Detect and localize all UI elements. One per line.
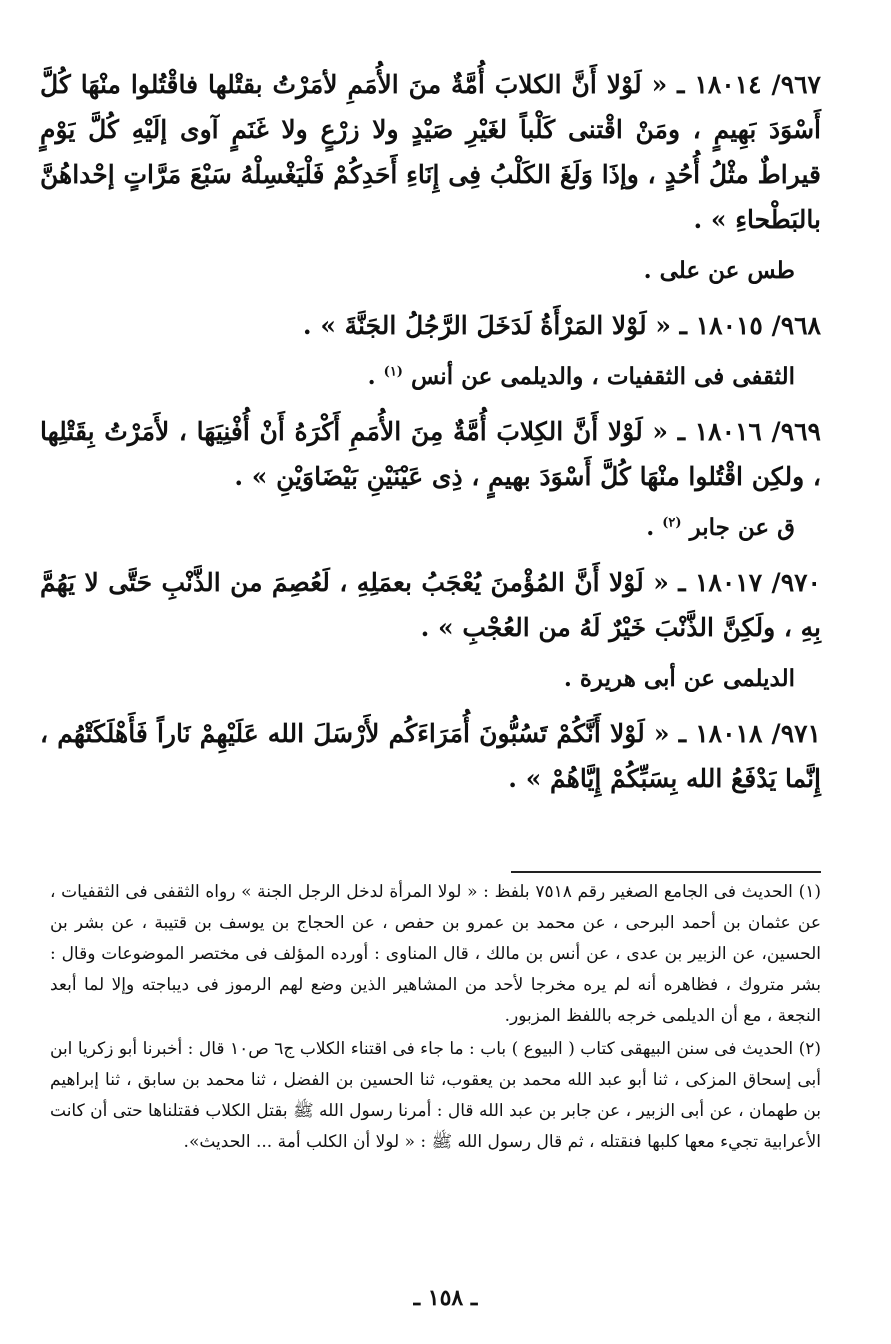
hadith-text: ـ « لَوْلا أَنَّ الكِلابَ أُمَّةٌ مِنَ الأُمَمِ أَكْرَهُ أَنْ أُفْنِيَهَا ، لأَمَرْتُ بِقَتْلِها ، ولكِن اقْتُلوا منْهَا كُلَّ أَسْوَدَ بهيمٍ ، ذِى عَيْنَيْنِ بَيْضَاوَيْنِ » . <box>40 417 821 491</box>
hadith-number: ٩٦٧/ ١٨٠١٤ <box>694 70 821 99</box>
hadith-text: ـ « لَوْلا أَنَّ المُؤْمنَ يُعْجَبُ بعمَلِهِ ، لَعُصِمَ من الذَّنْبِ حَتَّى لا يَهُمَّ بِهِ ، ولَكِنَّ الذَّنْبَ خَيْرٌ لَهُ من العُجْبِ » . <box>40 568 821 642</box>
hadith-text: ـ « لَوْلا المَرْأَةُ لَدَخَلَ الرَّجُلُ الجَنَّةَ » . <box>302 311 687 340</box>
hadith-source-line <box>40 508 795 548</box>
hadith-source: الثقفى فى الثقفيات ، والديلمى عن أنس <box>410 363 795 390</box>
footnote <box>50 877 821 1032</box>
hadith-text: ـ « لَوْلا أَنَّكُمْ تَسُبُّونَ أُمَرَاءَكُم لأَرْسَلَ الله عَلَيْهِمْ نَاراً فَأَهْلَكَتْهُم ، إِنَّما يَدْفَعُ الله بِسَبِّكُمْ إِيَّاهُمْ » . <box>40 719 821 793</box>
main-text <box>40 62 821 810</box>
footnote-text: الحديث فى سنن البيهقى كتاب ( البيوع ) باب : ما جاء فى اقتناء الكلاب ج٦ ص١٠ قال : أخبرنا أبو زكريا ابن أبى إسحاق المزكى ، ثنا أبو عبد الله محمد بن يعقوب، ثنا الحسين بن الفضل ، ثنا محمد بن سابق ، ثنا إبراهيم بن طهمان ، عن أبى الزبير ، عن جابر بن عبد الله قال : أمرنا رسول الله ﷺ بقتل الكلاب فقتلناها حتى أن كانت الأعرابية تجيء معها كلبها فنقتله ، ثم قال رسول الله ﷺ : « لولا أن الكلب أمة ... الحديث». <box>50 1039 821 1152</box>
hadith-number: ٩٦٨/ ١٨٠١٥ <box>695 311 821 340</box>
hadith-number: ٩٧٠/ ١٨٠١٧ <box>695 568 821 597</box>
hadith-entry <box>40 303 821 348</box>
footnote-marker: (١) <box>798 882 821 902</box>
hadith-entry <box>40 560 821 650</box>
hadith-entry <box>40 711 821 801</box>
footnote-ref: (١) <box>383 364 403 380</box>
footnote-divider <box>511 871 821 873</box>
footnote <box>50 1034 821 1158</box>
footnote-marker: (٢) <box>798 1039 821 1059</box>
page-number: ـ ١٥٨ ـ <box>413 1285 478 1311</box>
hadith-source: طس عن على . <box>643 257 795 284</box>
hadith-entry <box>40 62 821 242</box>
hadith-number: ٩٧١/ ١٨٠١٨ <box>695 719 821 748</box>
source-end: . <box>367 363 384 390</box>
hadith-entry <box>40 409 821 499</box>
footnote-ref: (٢) <box>662 515 682 531</box>
hadith-source-line <box>40 357 795 397</box>
hadith-number: ٩٦٩/ ١٨٠١٦ <box>694 417 821 446</box>
hadith-source: ق عن جابر <box>689 514 795 541</box>
footnote-text: الحديث فى الجامع الصغير رقم ٧٥١٨ بلفظ : « لولا المرأة لدخل الرجل الجنة » رواه الثقفى فى الثقفيات ، عن عثمان بن أحمد البرحى ، عن محمد بن عمرو بن حفص ، عن الحجاج بن يوسف بن قتيبة ، عن بشر بن الحسين، عن الزبير بن عدى ، عن أنس بن مالك ، قال المناوى : أورده المؤلف فى مختصر الموضوعات وقال : بشر متروك ، فظاهره أنه لم يره مخرجا لأحد من المشاهير الذين وضع لهم الرموز فى ديباجته وإلا لما أبعد النجعة ، مع أن الديلمى خرجه باللفظ المزبور. <box>50 882 821 1026</box>
hadith-source: الديلمى عن أبى هريرة . <box>563 665 795 692</box>
source-end: . <box>646 514 663 541</box>
footnotes <box>50 877 821 1160</box>
hadith-text: ـ « لَوْلا أَنَّ الكلابَ أُمَّةٌ منَ الأُمَمِ لأمَرْتُ بقتْلها فاقْتُلوا منْهَا كُلَّ أَسْوَدَ بَهِيمٍ ، ومَنْ اقْتنى كَلْباً لغَيْرِ صَيْدٍ ولا زرْعٍ ولا غَنَمٍ آوى إلَيْهِ كُلَّ يَوْمٍ قيراطٌ مثْلُ أُحُدٍ ، وإذَا وَلَغَ الكَلْبُ فِى إِنَاءِ أَحَدِكُمْ فَلْيَغْسِلْهُ سَبْعَ مَرَّاتٍ إحْداهُنَّ بالبَطْحاءِ » . <box>40 70 821 234</box>
